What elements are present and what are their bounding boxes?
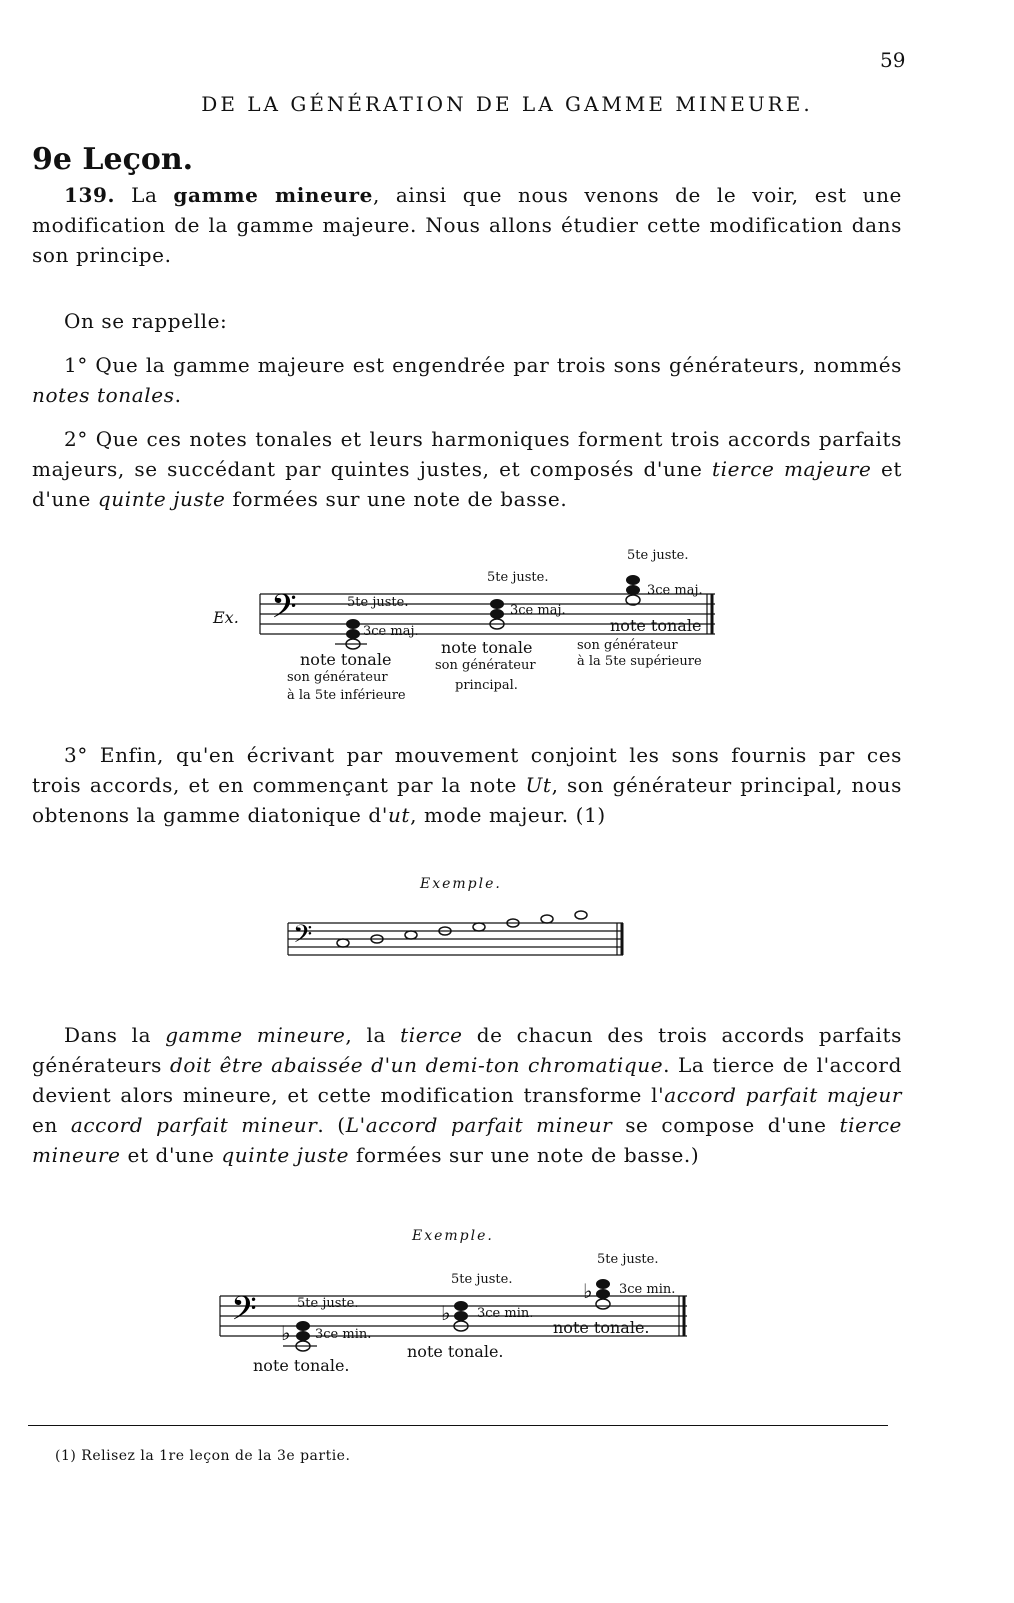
generator-label: son générateur [435, 658, 536, 673]
text-run: . [174, 383, 182, 407]
music-example-minor-chords [215, 1250, 695, 1390]
interval-label: 3ce maj. [363, 624, 419, 639]
generator-label: son générateur [577, 638, 678, 653]
item-1 [32, 350, 902, 410]
bass-clef-icon: 𝄢 [293, 920, 313, 955]
text-run: formées sur une note de basse. [225, 487, 568, 511]
text-run: et d'une [120, 1143, 222, 1167]
text-run: , son générateur principal, nous obtenons la gamme diatonique d' [32, 773, 902, 827]
note-head [490, 609, 504, 619]
footnote-divider [28, 1425, 888, 1426]
note-head [490, 599, 504, 609]
music-example-major-chords [255, 540, 725, 720]
interval-label: 5te juste. [627, 548, 689, 563]
page-number: 59 [880, 48, 906, 72]
note-head [346, 619, 360, 629]
bass-clef-icon: 𝄢 [231, 1290, 257, 1336]
text-run: se compose d'une [612, 1113, 840, 1137]
example-label: Exemple. [420, 876, 502, 892]
note-head [626, 585, 640, 595]
interval-label: 3ce min. [619, 1282, 676, 1297]
note-head [346, 629, 360, 639]
generator-label: à la 5te supérieure [577, 654, 702, 669]
interval-label: 5te juste. [451, 1272, 513, 1287]
text-run: , ainsi que nous venons de le voir, est une modification de la gamme majeure. Nous allons étudier cette modification dans son principe. [32, 183, 902, 267]
item-2 [32, 424, 902, 514]
note-tonale-label: note tonale. [253, 1356, 350, 1375]
italic-term: tierce majeure [711, 457, 872, 481]
note-tonale-label: note tonale [441, 638, 533, 657]
text-run: . La tierce de l'accord devient alors mineure, et cette modification transforme l' [32, 1053, 902, 1107]
italic-term: ut [387, 803, 411, 827]
flat-icon: ♭ [281, 1321, 291, 1345]
paragraph-number: 139. [64, 183, 116, 207]
staff-svg [285, 905, 630, 967]
example-marker: Ex. [213, 608, 239, 627]
italic-term: accord parfait majeur [664, 1083, 902, 1107]
italic-term: quinte juste [97, 487, 226, 511]
interval-label: 5te juste. [487, 570, 549, 585]
music-example-scale [285, 905, 630, 967]
text-run: . ( [317, 1113, 346, 1137]
text-run: et d'une [32, 457, 903, 511]
term-gamme-mineure: gamme mineure [173, 183, 373, 207]
italic-term: Ut [525, 773, 552, 797]
paragraph-139 [32, 180, 902, 270]
generator-label: à la 5te inférieure [287, 688, 406, 703]
italic-term: doit être abaissée d'un demi-ton chromatique [169, 1053, 664, 1077]
text-run: 1° Que la gamme majeure est engendrée par trois sons générateurs, nommés [64, 353, 902, 377]
interval-label: 3ce min. [315, 1327, 372, 1342]
italic-term: gamme mineure [165, 1023, 346, 1047]
note-tonale-label: note tonale [610, 616, 702, 635]
text-run: en [32, 1113, 71, 1137]
flat-icon: ♭ [441, 1301, 451, 1325]
minor-paragraph [32, 1020, 902, 1170]
text-run: 2° Que ces notes tonales et leurs harmoniques forment trois accords parfaits majeurs, se succédant par quintes justes, et composés d'une [32, 427, 902, 481]
italic-term: L'accord parfait mineur [345, 1113, 613, 1137]
italic-term: tierce [400, 1023, 463, 1047]
text-run: , mode majeur. (1) [410, 803, 606, 827]
item-3 [32, 740, 902, 830]
recall-line: On se rappelle: [64, 309, 228, 333]
note-tonale-label: note tonale. [407, 1342, 504, 1361]
text-run: formées sur une note de basse.) [349, 1143, 700, 1167]
note-head [405, 931, 417, 939]
note-head [337, 939, 349, 947]
note-head [596, 1289, 610, 1299]
note-head [596, 1299, 610, 1309]
interval-label: 3ce maj. [647, 583, 703, 598]
italic-term: tierce mineure [32, 1113, 902, 1167]
note-head [454, 1311, 468, 1321]
flat-icon: ♭ [583, 1279, 593, 1303]
note-head [541, 915, 553, 923]
interval-label: 5te juste. [297, 1296, 359, 1311]
note-tonale-label: note tonale [300, 650, 392, 669]
example-label: Exemple. [412, 1228, 494, 1244]
note-head [296, 1321, 310, 1331]
italic-term: quinte juste [221, 1143, 350, 1167]
interval-label: 3ce maj. [510, 603, 566, 618]
italic-term: accord parfait mineur [70, 1113, 318, 1137]
generator-label: son générateur [287, 670, 388, 685]
note-head [626, 575, 640, 585]
text-run: , la [345, 1023, 401, 1047]
bass-clef-icon: 𝄢 [271, 588, 297, 634]
note-head [596, 1279, 610, 1289]
note-head [454, 1301, 468, 1311]
text-run: Dans la [64, 1023, 166, 1047]
note-head [473, 923, 485, 931]
chapter-title: DE LA GÉNÉRATION DE LA GAMME MINEURE. [201, 92, 813, 116]
text-run: 3° Enfin, qu'en écrivant par mouvement conjoint les sons fournis par ces trois accords, et en commençant par la note [32, 743, 902, 797]
note-tonale-label: note tonale. [553, 1318, 650, 1337]
generator-label: principal. [455, 678, 518, 693]
interval-label: 5te juste. [597, 1252, 659, 1267]
interval-label: 5te juste. [347, 595, 409, 610]
text-run: de chacun des trois accords parfaits générateurs [32, 1023, 902, 1077]
note-head [296, 1331, 310, 1341]
italic-term: notes tonales [32, 383, 175, 407]
lesson-heading: 9e Leçon. [32, 142, 194, 177]
text-run: La [115, 183, 174, 207]
note-head [575, 911, 587, 919]
footnote: (1) Relisez la 1re leçon de la 3e partie. [55, 1448, 351, 1464]
interval-label: 3ce min. [477, 1306, 534, 1321]
